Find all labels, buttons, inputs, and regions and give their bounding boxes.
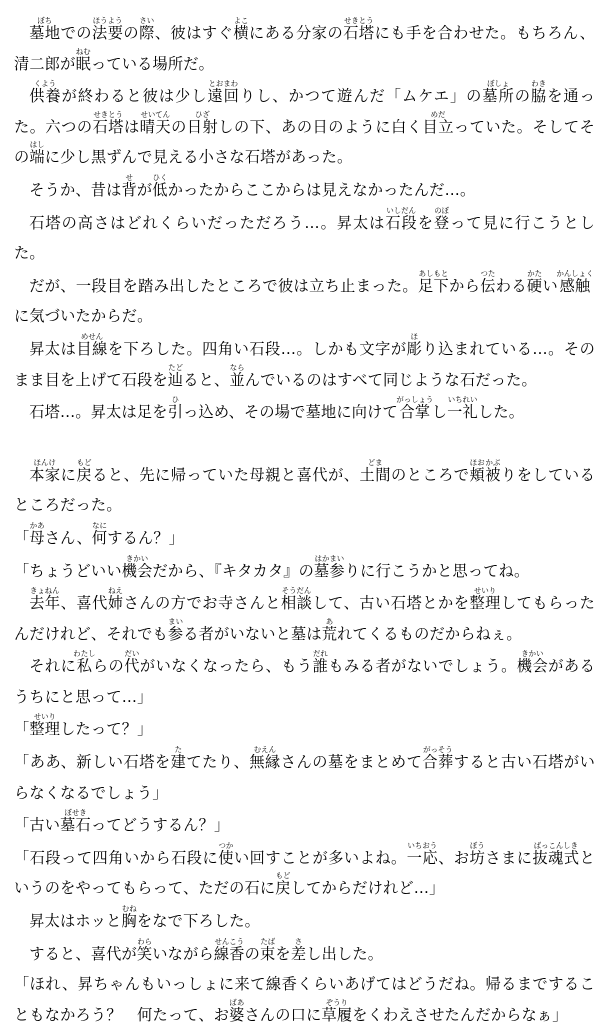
paragraph-dialogue: 「石段って四角いから石段に使つかい回すことが多いよね。一応いちおう、お坊ぼうさまに抜魂式ばっこんしきというのをやってもらって、ただの石に戻もどしてからだけれど…」: [14, 840, 595, 898]
paragraph: すると、喜代が笑わらいながら線香せんこうの束たばを差さし出した。: [29, 936, 384, 963]
paragraph: 昇太はホッと胸むねをなで下ろした。: [29, 904, 261, 931]
paragraph: 墓地ぼちでの法要ほうようの際さい、彼はすぐ横よこにある分家の石塔せきとうにも手を合わせた。もちろん、清二郎が眠ねむっている場所だ。: [14, 16, 596, 73]
paragraph-dialogue: 「整理せいりしたって？」: [14, 712, 153, 739]
paragraph: 石塔…。昇太は足を引ひっ込め、その場で墓地に向けて合掌がっしょうし一礼いちれいした。: [29, 395, 525, 422]
paragraph: 本家ほんけに戻もどると、先に帰っていた母親と喜代が、土間どまのところで頬ほお被かぶりをしているところだった。: [14, 457, 596, 515]
paragraph: 供養くようが終わると彼は少し遠回とおまわりし、かつて遊んだ「ムケエ」の墓所ぼしょの脇わきを通った。六つの石塔せきとうは晴天せいてんの日射ひざしの下、あの日のように白く目立めだっていた。そしてその端はしに少し黒ずんで見える小さな石塔があった。: [14, 79, 596, 167]
paragraph-dialogue: 「母かあさん、何なにするん？」: [14, 520, 185, 547]
paragraph-dialogue: 「ほれ、昇ちゃんもいっしょに来て線香くらいあげてはどうだね。帰るまですることもなかろう？ 何たって、お婆ばあさんの口に草履ぞうりをくわえさせたんだからなぁ」: [14, 975, 595, 1024]
paragraph-dialogue: 「ああ、新しい石塔を建たてたり、無縁むえんさんの墓をまとめて合葬がっそうすると古い石塔がいらなくなるでしょう」: [14, 745, 595, 802]
paragraph: 去年きょねん、喜代姉ねえさんの方でお寺さんと相談そうだんして、古い石塔とかを整理せいりしてもらったんだけれど、それでも参まいる者がいないと墓は荒あれてくるものだからねぇ。: [14, 586, 595, 643]
paragraph-dialogue: 「ちょうどいい機会きかいだから、『キタカタ』の墓参はかまいりに行こうかと思ってね。: [14, 553, 530, 580]
paragraph: 昇太は目線めせんを下ろした。四角い石段…。しかも文字が彫ほり込まれている…。そのまま目を上げて石段を辿たどると、並ならんでいるのはすべて同じような石だった。: [14, 331, 596, 389]
paragraph: だが、一段目を踏み出したところで彼は立ち止まった。足下あしもとから伝つたわる硬かたい感触かんしょくに気づいたからだ。: [14, 268, 594, 326]
paragraph-dialogue: 「古い墓石ぼせきってどうするん？」: [14, 808, 230, 835]
paragraph: それに私わたしらの代だいがいなくなったら、もう誰だれもみる者がないでしょう。機会きかいがあるうちにと思って…」: [14, 649, 595, 706]
paragraph: 石塔の高さはどれくらいだっただろう…。昇太は石段いしだんを登のぼって見に行こうとした。: [14, 205, 596, 263]
paragraph: そうか、昔は背せが低ひくかったからここからは見えなかったんだ…。: [29, 172, 476, 199]
section-spacer: [14, 428, 595, 458]
